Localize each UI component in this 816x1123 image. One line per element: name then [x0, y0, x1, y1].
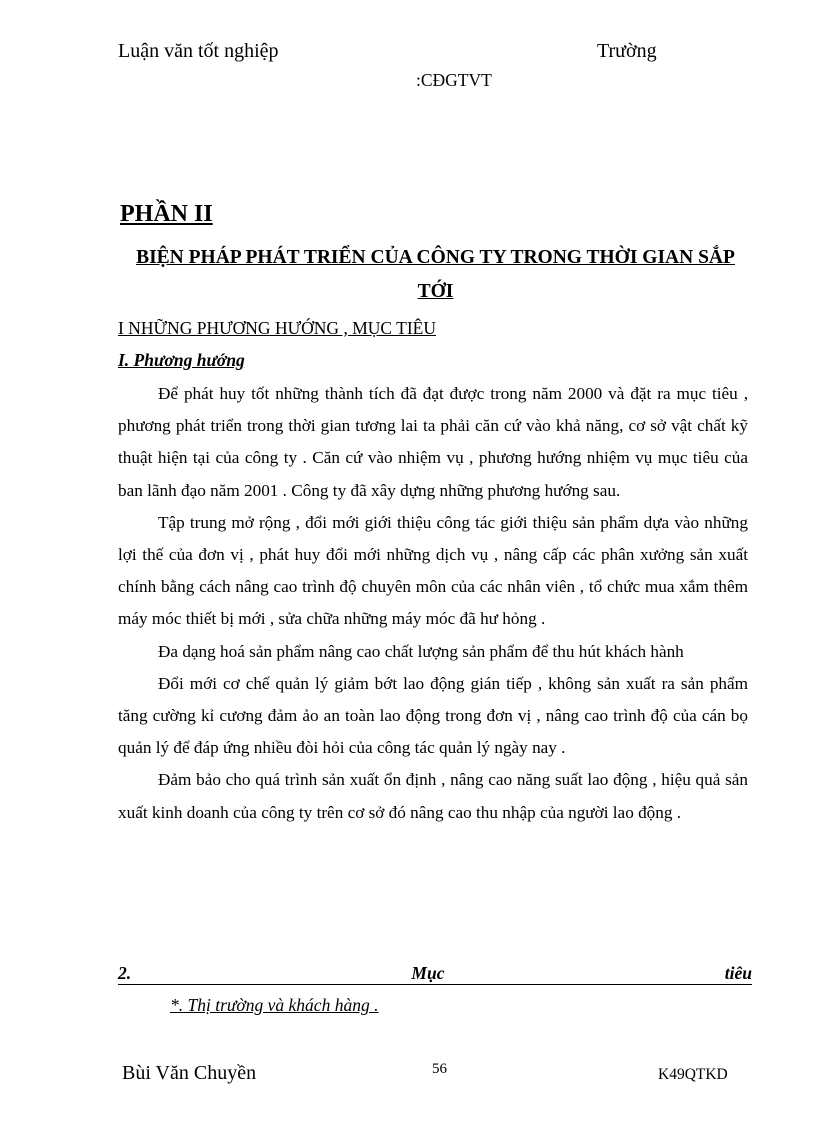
section-2-word-2: tiêu [724, 963, 752, 983]
subsection-heading-1: I. Phương hướng [118, 350, 245, 370]
section-heading: I NHỮNG PHƯƠNG HƯỚNG , MỤC TIÊU [118, 318, 436, 338]
body-text [118, 378, 748, 829]
footer-class-code: K49QTKD [658, 1066, 728, 1083]
part-title: PHẦN II [120, 201, 213, 227]
section-2-heading [118, 962, 752, 985]
paragraph-1: Để phát huy tốt những thành tích đã đạt được trong năm 2000 và đặt ra mục tiêu , phương phát triển trong thời gian tương lai ta phải căn cứ vào khả năng, cơ sở vật chất kỹ thuật hiện tại của công ty . Căn cứ vào nhiệm vụ , phương hướng nhiệm vụ mục tiêu của ban lãnh đạo năm 2001 . Công ty đã xây dựng những phương hướng sau. [118, 384, 748, 500]
paragraph-4: Đổi mới cơ chế quản lý giảm bớt lao động gián tiếp , không sản xuất ra sản phẩm tăng cường kỉ cương đảm ảo an toàn lao động trong đơn vị , nâng cao trình độ của cán bọ quản lý để đáp ứng nhiều đòi hỏi của công tác quản lý ngày nay . [118, 673, 748, 758]
footer-author: Bùi Văn Chuyền [122, 1062, 257, 1084]
section-2-number: 2. [118, 963, 132, 983]
paragraph-2: Tập trung mở rộng , đổi mới giới thiệu công tác giới thiệu sản phẩm dựa vào những lợi thế của đơn vị , phát huy đổi mới những dịch vụ , nâng cấp các phân xưởng sản xuất chính bằng cách nâng cao trình độ chuyên môn của các nhân viên , tổ chức mua xắm thêm máy móc thiết bị mới , sửa chữa những máy móc đã hư hỏng . [118, 512, 748, 629]
paragraph-3: Đa dạng hoá sản phẩm nâng cao chất lượng sản phẩm để thu hút khách hành [158, 641, 684, 661]
header-right: Trường [597, 40, 657, 62]
section-2-word-1: Mục [411, 963, 445, 983]
main-title: BIỆN PHÁP PHÁT TRIỂN CỦA CÔNG TY TRONG THỜI GIAN SẮP TỚI [136, 247, 735, 302]
paragraph-5: Đảm bảo cho quá trình sản xuất ổn định , nâng cao năng suất lao động , hiệu quả sản xuất kinh doanh của công ty trên cơ sở đó nâng cao thu nhập của người lao động . [118, 770, 748, 822]
header-left: Luận văn tốt nghiệp [118, 40, 279, 62]
header-second-line: :CĐGTVT [416, 70, 492, 90]
subsection-heading-2: *. Thị trường và khách hàng . [170, 995, 379, 1015]
footer-page-number: 56 [432, 1061, 447, 1077]
